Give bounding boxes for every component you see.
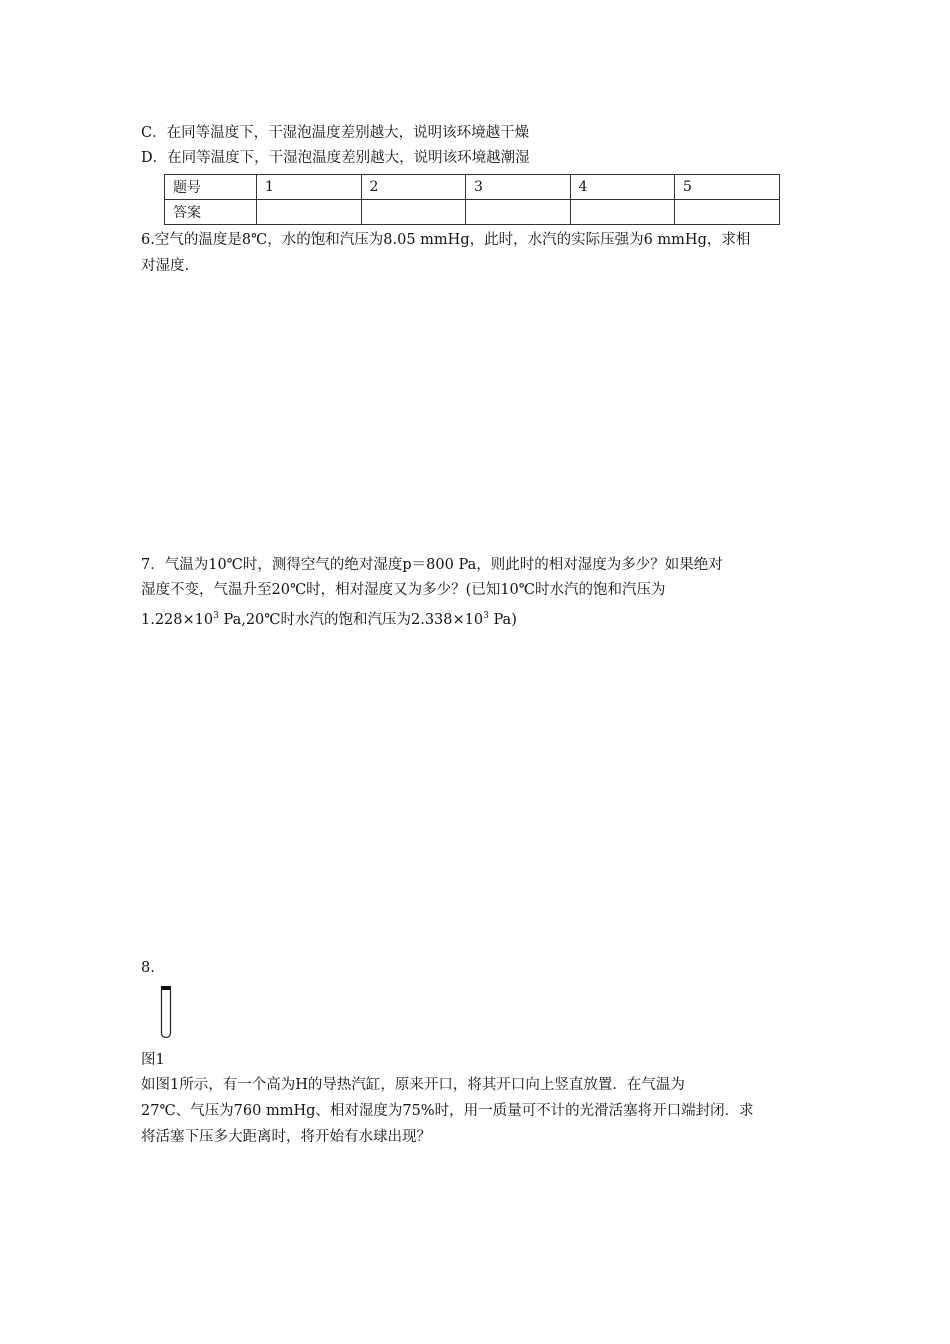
question-number-cell: 4 [570,175,675,200]
q6-line-2: 对湿度. [141,258,190,274]
q7-line-2: 湿度不变，气温升至20℃时，相对湿度又为多少？(已知10℃时水汽的饱和汽压为 [141,582,666,598]
question-number-cell: 3 [466,175,571,200]
answer-cell[interactable] [466,200,571,225]
q7-line-3: $1.228\times 10^3$ Pa,20℃时水汽的饱和汽压为$2.338\times 10^3$ Pa) [141,611,517,628]
answer-cell[interactable] [675,200,780,225]
answer-cell[interactable] [257,200,362,225]
q8-line-3: 将活塞下压多大距离时，将开始有水球出现？ [141,1129,431,1145]
table-header-number: 题号 [165,175,257,200]
q8-line-1: 如图1所示，有一个高为H的导热汽缸，原来开口，将其开口向上竖直放置．在气温为 [141,1077,685,1093]
question-number-cell: 2 [361,175,466,200]
question-number-cell: 5 [675,175,780,200]
test-tube-figure [158,985,174,1041]
table-row [165,200,780,225]
question-number-cell: 1 [257,175,362,200]
q8-line-2: 27℃、气压为760 mmHg、相对湿度为75%时，用一质量可不计的光滑活塞将开口端封闭．求 [141,1103,754,1119]
answer-cell[interactable] [361,200,466,225]
q6-line-1: 6.空气的温度是8℃，水的饱和汽压为8.05 mmHg，此时，水汽的实际压强为6 mmHg，求相 [141,232,751,248]
q7-line-1: 7．气温为10℃时，测得空气的绝对湿度p＝800 Pa，则此时的相对湿度为多少？如果绝对 [141,557,723,573]
table-header-answer: 答案 [165,200,257,225]
option-c: C．在同等温度下，干湿泡温度差别越大，说明该环境越干燥 [141,125,530,141]
answer-cell[interactable] [570,200,675,225]
answer-table [164,174,780,225]
table-row [165,175,780,200]
option-d: D．在同等温度下，干湿泡温度差别越大，说明该环境越潮湿 [141,150,530,166]
figure-caption: 图1 [141,1052,165,1068]
q8-number: 8. [141,960,155,976]
